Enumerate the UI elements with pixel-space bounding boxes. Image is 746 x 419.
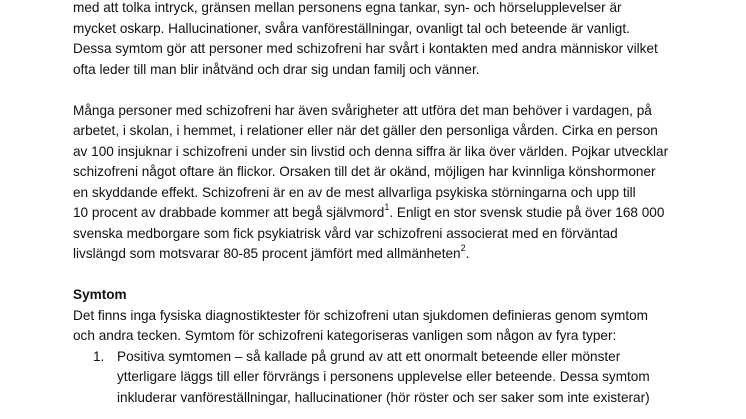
text-line: svenska medborgare som fick psykiatrisk vård var schizofreni associerat med en förväntad <box>73 225 618 241</box>
section-symtom <box>73 285 713 408</box>
text-line: ytterligare läggs till eller förvrängs i personens upplevelse eller beteende. Dessa symtom <box>117 369 650 384</box>
text-line: med att tolka intryck, gränsen mellan personens egna tankar, syn- och hörselupplevelser är <box>73 0 622 15</box>
section-heading: Symtom <box>73 287 127 302</box>
text-line: av 100 insjuknar i schizofreni under sin livstid och denna siffra är lika över världen. Pojkar utvecklar <box>73 143 669 159</box>
paragraph-spacer <box>73 265 713 286</box>
text-segment: . Enligt en stor svensk studie på över 168 000 <box>389 205 665 220</box>
text-segment: 10 procent av drabbade kommer att begå självmord <box>73 205 385 220</box>
paragraph-spacer <box>73 80 713 101</box>
text-segment: . <box>465 246 470 261</box>
text-line: och andra tecken. Symtom för schizofreni kategoriseras vanligen som någon av fyra typer: <box>73 328 617 343</box>
paragraph-1 <box>73 0 713 80</box>
text-line: arbetet, i skolan, i hemmet, i relationer eller när det gäller den personliga vården. Cirka en person <box>73 123 658 138</box>
text-line: inkluderar vanföreställningar, hallucinationer (hör röster och ser saker som inte existerar) <box>117 389 650 405</box>
list-number: 1. <box>93 348 105 364</box>
text-line: Dessa symtom gör att personer med schizofreni har svårt i kontakten med andra människor vilket <box>73 41 658 56</box>
text-line <box>73 203 713 224</box>
text-line: ofta leder till man blir inåtvänd och drar sig undan familj och vänner. <box>73 61 480 77</box>
text-line: en skyddande effekt. Schizofreni är en av de mest allvarliga psykiska störningarna och upp till <box>73 184 636 200</box>
text-line: schizofreni något oftare än flickor. Orsaken till det är okänd, möjligen har kvinnliga könshormoner <box>73 164 656 179</box>
document-page <box>73 0 713 408</box>
footnote-ref-2[interactable]: 2 <box>460 243 466 254</box>
text-line: Det finns inga fysiska diagnostiktester för schizofreni utan sjukdomen definieras genom symtom <box>73 307 648 323</box>
list-item-text <box>117 347 713 409</box>
paragraph-2 <box>73 101 713 265</box>
text-line: Många personer med schizofreni har även svårigheter att utföra det man behöver i vardagen, på <box>73 102 652 118</box>
footnote-ref-1[interactable]: 1 <box>384 202 390 213</box>
text-segment: livslängd som motsvarar 80-85 procent jämfört med allmänheten <box>73 246 461 261</box>
text-line: mycket oskarp. Hallucinationer, svåra vanföreställningar, ovanligt tal och beteende är vanligt. <box>73 20 630 36</box>
text-line <box>73 244 713 265</box>
text-line: Positiva symtomen – så kallade på grund av att ett onormalt beteende eller mönster <box>117 348 621 364</box>
list-item <box>73 347 713 409</box>
